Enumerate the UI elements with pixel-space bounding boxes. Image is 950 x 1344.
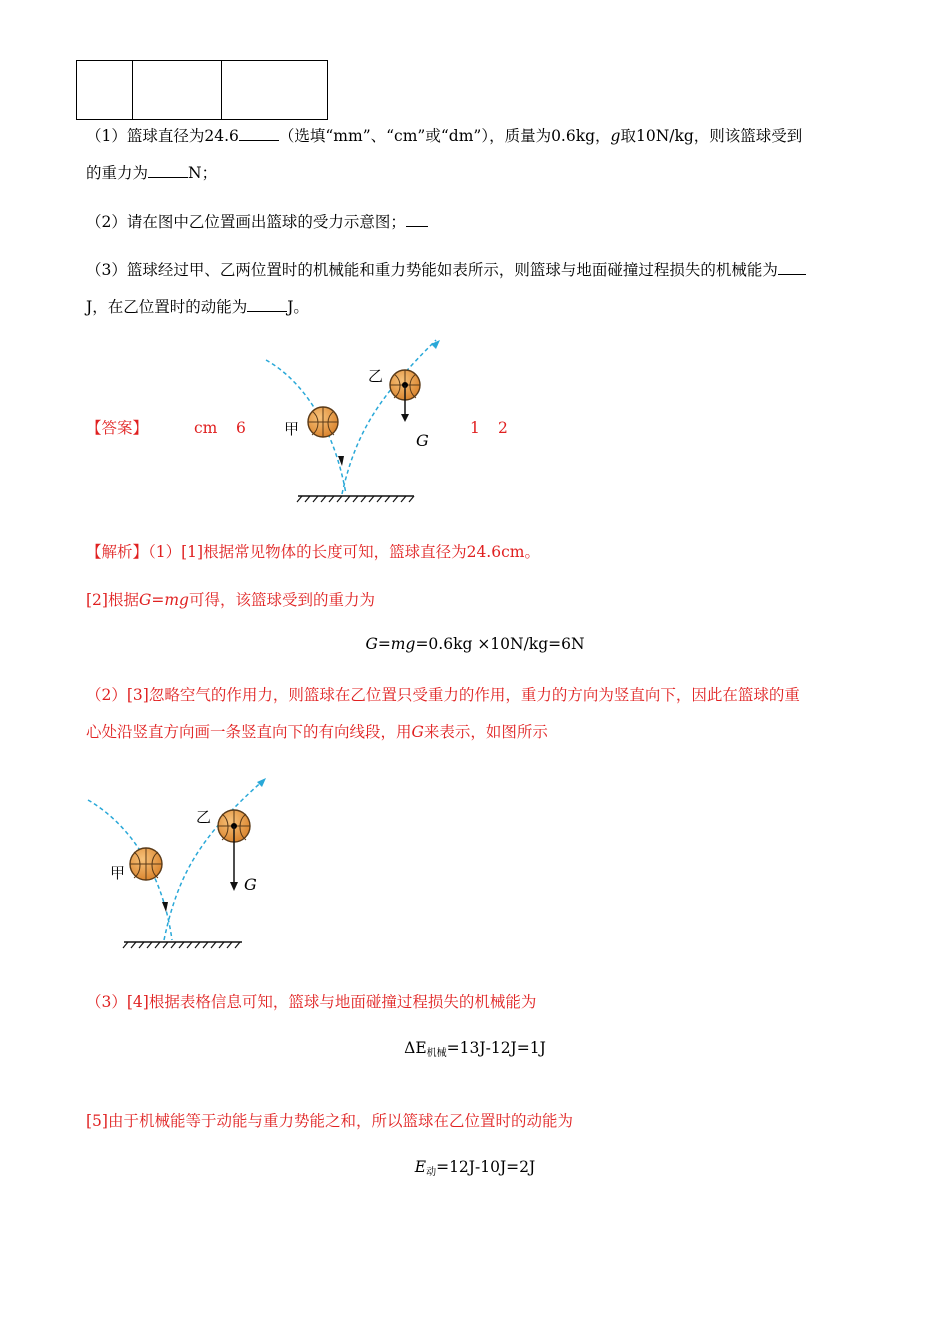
analysis-label: 【解析】 — [86, 543, 149, 561]
eq3-sub: 动 — [426, 1167, 437, 1178]
eq2-lhs: ΔE — [404, 1039, 427, 1057]
label-yi-2: 乙 — [196, 808, 212, 826]
table-cell — [77, 61, 133, 120]
q3-text-b: J，在乙位置时的动能为 — [86, 298, 248, 316]
q1-text-d: 的重力为 — [86, 164, 149, 182]
analysis-s3b: 心处沿竖直方向画一条竖直向下的有向线段，用 — [86, 723, 412, 741]
analysis-line-3: （2）[3]忽略空气的作用力，则篮球在乙位置只受重力的作用，重力的方向为竖直向下，因此在篮球的重 — [86, 686, 800, 704]
answer-blank — [406, 212, 428, 227]
answer-3: 1 — [470, 419, 480, 437]
analysis-s3d: 来表示，如图所示 — [423, 723, 548, 741]
analysis-line-1 — [86, 542, 540, 562]
analysis-s2b: G=mg — [138, 591, 189, 609]
eq3-rhs: =12J-10J=2J — [436, 1158, 536, 1176]
equation-mechanical-loss — [0, 1038, 950, 1064]
question-2 — [86, 212, 428, 232]
answer-1: cm — [194, 419, 218, 437]
answer-label: 【答案】 — [86, 419, 149, 437]
q1-text-c: 取10N/kg，则该篮球受到 — [620, 127, 803, 145]
answer-blank — [148, 163, 188, 178]
label-yi: 乙 — [368, 367, 384, 385]
answer-blank — [778, 260, 806, 275]
answer-2: 6 — [236, 419, 246, 437]
eq2-rhs: =13J-12J=1J — [446, 1039, 546, 1057]
answer-blank — [247, 297, 287, 312]
analysis-s2c: 可得，该篮球受到的重力为 — [188, 591, 375, 609]
q3-text-c: J。 — [287, 298, 309, 316]
equation-gravity — [0, 634, 950, 654]
q1-text-a: （1）篮球直径为24.6 — [86, 127, 239, 145]
analysis-line-2 — [86, 590, 375, 610]
analysis-line-6: [5]由于机械能等于动能与重力势能之和，所以篮球在乙位置时的动能为 — [86, 1112, 573, 1130]
label-jia-2: 甲 — [110, 864, 126, 882]
label-g: G — [416, 431, 429, 450]
ball-jia-2 — [130, 848, 162, 880]
q2-text: （2）请在图中乙位置画出篮球的受力示意图； — [86, 213, 406, 231]
q1-g-symbol: g — [610, 127, 621, 145]
ball-jia — [308, 407, 338, 437]
question-3-line-1 — [86, 260, 806, 280]
analysis-line-4 — [86, 722, 548, 742]
analysis-line-5: （3）[4]根据表格信息可知，篮球与地面碰撞过程损失的机械能为 — [86, 993, 537, 1011]
q1-text-e: N； — [188, 164, 218, 182]
analysis-s3c: G — [411, 723, 424, 741]
analysis-s1: （1）[1]根据常见物体的长度可知，篮球直径为24.6cm。 — [148, 543, 540, 561]
basketball-force-diagram — [262, 336, 432, 508]
eq1-lhs: G=mg — [365, 635, 416, 653]
basketball-force-diagram-2 — [84, 774, 257, 954]
equation-kinetic — [0, 1157, 950, 1183]
eq1-rhs: =0.6kg ×10N/kg=6N — [415, 635, 585, 653]
question-3-line-2 — [86, 297, 309, 317]
label-jia: 甲 — [284, 420, 300, 438]
table-cell — [222, 61, 328, 120]
label-g-2: G — [244, 875, 257, 894]
question-1-line-1 — [86, 126, 802, 146]
q1-text-b: （选填“mm”、“cm”或“dm”），质量为0.6kg， — [278, 127, 611, 145]
eq2-sub: 机械 — [426, 1048, 447, 1059]
eq3-lhs: E — [414, 1158, 427, 1176]
table-cell — [133, 61, 222, 120]
answer-4: 2 — [498, 419, 508, 437]
answer-blank — [239, 126, 279, 141]
q3-text: （3）篮球经过甲、乙两位置时的机械能和重力势能如表所示，则篮球与地面碰撞过程损失的机械能为 — [86, 261, 778, 279]
energy-table — [76, 60, 328, 120]
analysis-s2a: [2]根据 — [86, 591, 139, 609]
question-1-line-2 — [86, 163, 217, 183]
